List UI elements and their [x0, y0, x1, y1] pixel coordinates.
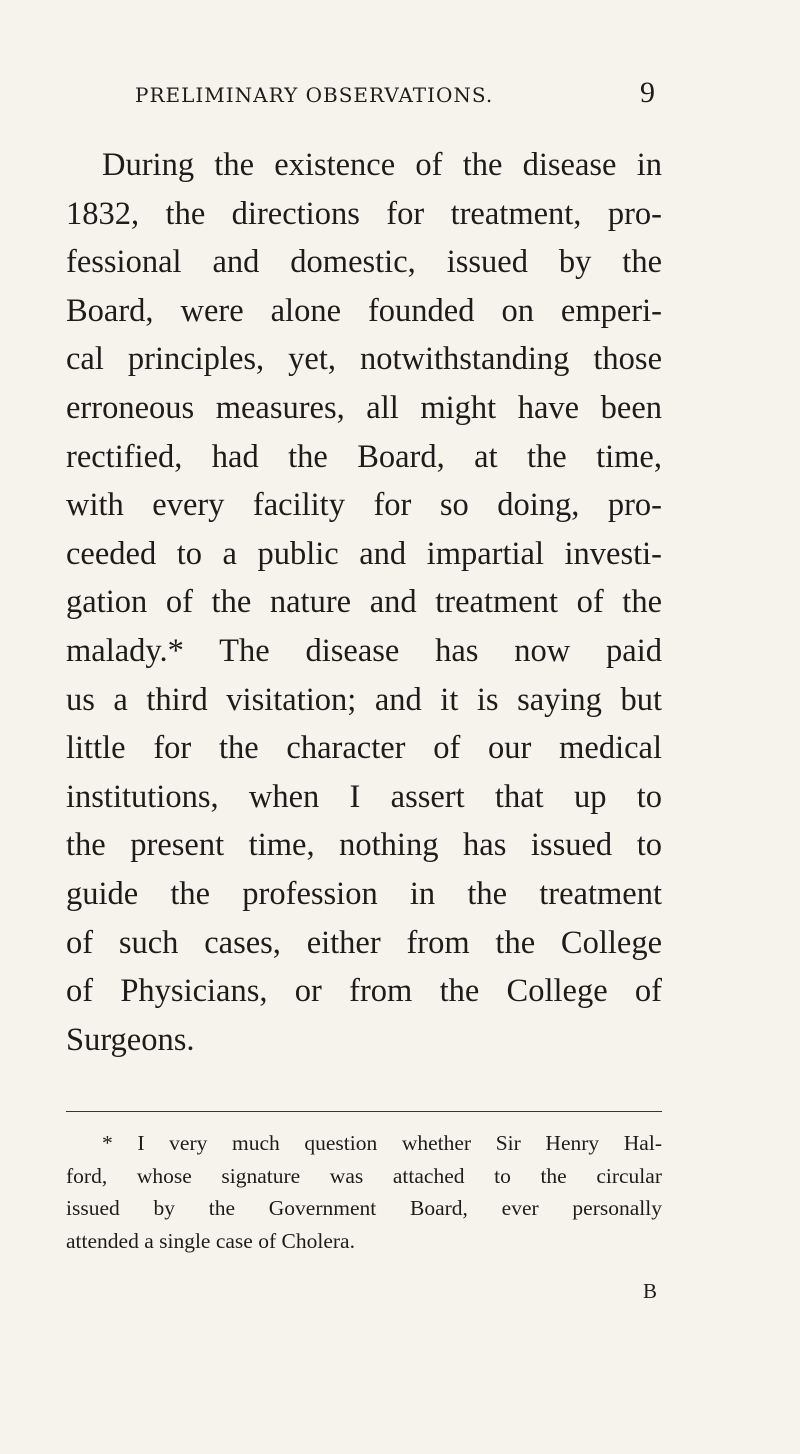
text-line: us a third visitation; and it is saying but [66, 681, 662, 718]
footnote [66, 1127, 662, 1257]
text-line: malady.* The disease has now paid [66, 632, 662, 669]
text-line: little for the character of our medical [66, 730, 662, 767]
footnote-line: * I very much question whether Sir Henry Hal- [102, 1131, 662, 1155]
text-line: with every facility for so doing, pro- [66, 487, 662, 524]
footnote-line: issued by the Government Board, ever personally [66, 1196, 662, 1220]
text-line: During the existence of the disease in [102, 147, 662, 183]
text-line: Board, were alone founded on emperi- [66, 292, 662, 329]
text-line: cal principles, yet, notwithstanding those [66, 341, 662, 378]
footnote-line: ford, whose signature was attached to the circular [66, 1163, 662, 1188]
text-line: ceeded to a public and impartial investi- [66, 535, 662, 572]
text-line: of Physicians, or from the College of [66, 973, 662, 1010]
text-line: erroneous measures, all might have been [66, 389, 662, 426]
page-number: 9 [640, 76, 655, 109]
body-paragraph [66, 141, 662, 1064]
text-line: rectified, had the Board, at the time, [66, 438, 662, 475]
signature-mark: B [643, 1279, 658, 1303]
text-line: of such cases, either from the College [66, 924, 662, 961]
text-line: gation of the nature and treatment of the [66, 584, 662, 621]
running-head: PRELIMINARY OBSERVATIONS. [135, 83, 494, 107]
footnote-divider [66, 1111, 662, 1112]
text-line: Surgeons. [66, 1021, 195, 1058]
text-line: fessional and domestic, issued by the [66, 244, 662, 281]
text-line: the present time, nothing has issued to [66, 827, 662, 864]
text-line: guide the profession in the treatment [66, 875, 662, 912]
footnote-line: attended a single case of Cholera. [66, 1228, 355, 1253]
text-line: institutions, when I assert that up to [66, 778, 662, 815]
page-header [135, 78, 655, 112]
text-line: 1832, the directions for treatment, pro- [66, 195, 662, 232]
